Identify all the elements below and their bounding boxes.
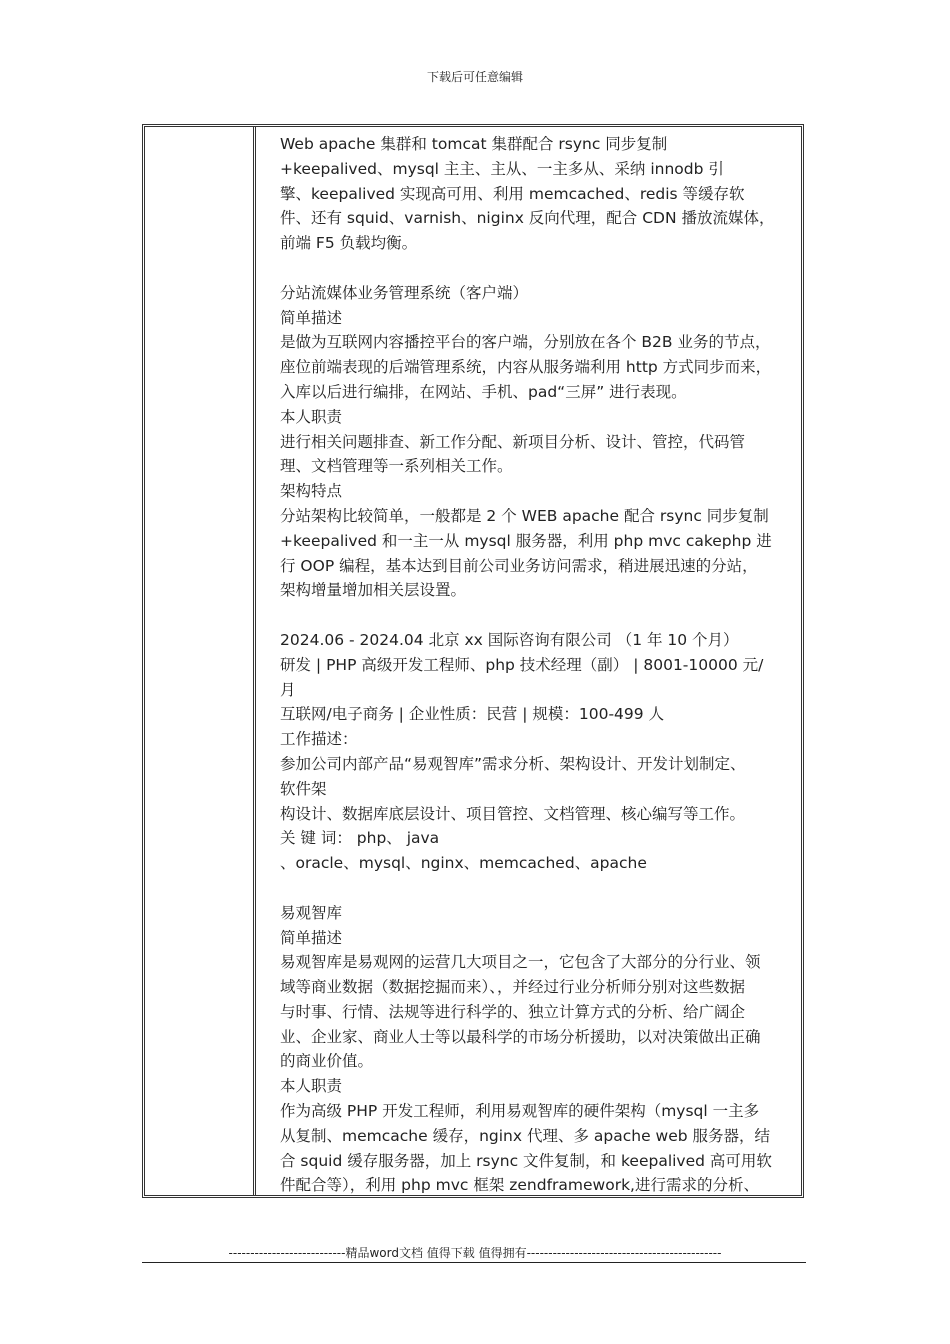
text-line: 业、企业家、商业人士等以最科学的市场分析援助，以对决策做出正确: [280, 1027, 761, 1046]
text-line: +keepalived、mysql 主主、主从、一主多从、采纳 innodb 引: [280, 159, 724, 178]
text-line: 件、还有 squid、varnish、niginx 反向代理，配合 CDN 播放流媒体，: [280, 209, 775, 228]
text-line: 理、文档管理等一系列相关工作。: [280, 457, 513, 476]
blank-line: [280, 256, 802, 281]
text-line: 本人职责: [280, 1077, 343, 1096]
project-description-cell: [280, 132, 802, 1198]
text-line: 合 squid 缓存服务器，加上 rsync 文件复制，和 keepalived 高可用软: [280, 1151, 772, 1170]
resume-table: [142, 124, 804, 1198]
text-line: 擎、keepalived 实现高可用、利用 memcached、redis 等缓存软: [280, 184, 745, 203]
text-line: 研发 | PHP 高级开发工程师、php 技术经理（副） | 8001-10000 元/: [280, 655, 764, 674]
text-line: 从复制、memcache 缓存，nginx 代理、多 apache web 服务器，结: [280, 1126, 771, 1145]
text-line: 件配合等），利用 php mvc 框架 zendframework,进行需求的分析、: [280, 1176, 759, 1195]
page-footer: ---------------------------精品word文档 值得下载 值得拥有---------------------------------------------: [228, 1246, 722, 1260]
text-line: 月: [280, 680, 296, 699]
text-line: 分站流媒体业务管理系统（客户端）: [280, 283, 529, 302]
text-line: 座位前端表现的后端管理系统，内容从服务端利用 http 方式同步而来，: [280, 358, 772, 377]
text-line: 软件架: [280, 779, 327, 798]
text-line: 简单描述: [280, 928, 343, 947]
text-line: 本人职责: [280, 407, 343, 426]
text-line: 是做为互联网内容播控平台的客户端，分别放在各个 B2B 业务的节点，: [280, 333, 771, 352]
page-header: 下载后可任意编辑: [426, 70, 523, 84]
text-line: 作为高级 PHP 开发工程师，利用易观智库的硬件架构（mysql 一主多: [280, 1102, 760, 1121]
text-line: 行 OOP 编程，基本达到目前公司业务访问需求，稍进展迅速的分站，: [280, 556, 758, 575]
text-line: +keepalived 和一主一从 mysql 服务器，利用 php mvc cakephp 进: [280, 531, 772, 550]
text-line: 2024.06 - 2024.04 北京 xx 国际咨询有限公司 （1 年 10 个月）: [280, 630, 739, 649]
text-line: 分站架构比较简单，一般都是 2 个 WEB apache 配合 rsync 同步复制: [280, 506, 769, 525]
text-line: 工作描述：: [280, 730, 358, 749]
text-line: 域等商业数据（数据挖掘而来）、，并经过行业分析师分别对这些数据: [280, 978, 746, 997]
text-line: 易观智库是易观网的运营几大项目之一，它包含了大部分的分行业、领: [280, 953, 761, 972]
text-line: 与时事、行情、法规等进行科学的、独立计算方式的分析、给广阔企: [280, 1002, 746, 1021]
text-line: 的商业价值。: [280, 1052, 374, 1071]
blank-line: [280, 876, 802, 901]
text-line: 构设计、数据库底层设计、项目管控、文档管理、核心编写等工作。: [280, 804, 746, 823]
text-line: Web apache 集群和 tomcat 集群配合 rsync 同步复制: [280, 135, 668, 153]
text-line: 架构增量增加相关层设置。: [280, 581, 467, 600]
footer-rule: [142, 1262, 806, 1263]
column-divider: [253, 127, 256, 1195]
text-line: 入库以后进行编排，在网站、手机、pad“三屏” 进行表现。: [280, 382, 687, 401]
text-line: 互联网/电子商务 | 企业性质：民营 | 规模：100-499 人: [280, 705, 665, 724]
text-line: 、oracle、mysql、nginx、memcached、apache: [280, 854, 647, 873]
blank-line: [280, 603, 802, 628]
text-line: 前端 F5 负载均衡。: [280, 234, 418, 253]
text-line: 易观智库: [280, 903, 343, 922]
text-line: 参加公司内部产品“易观智库”需求分析、架构设计、开发计划制定、: [280, 754, 746, 773]
text-line: 架构特点: [280, 482, 343, 501]
text-line: 关 键 词： php、 java: [280, 829, 440, 848]
text-line: 进行相关问题排查、新工作分配、新项目分析、设计、管控，代码管: [280, 432, 746, 451]
text-line: 简单描述: [280, 308, 343, 327]
